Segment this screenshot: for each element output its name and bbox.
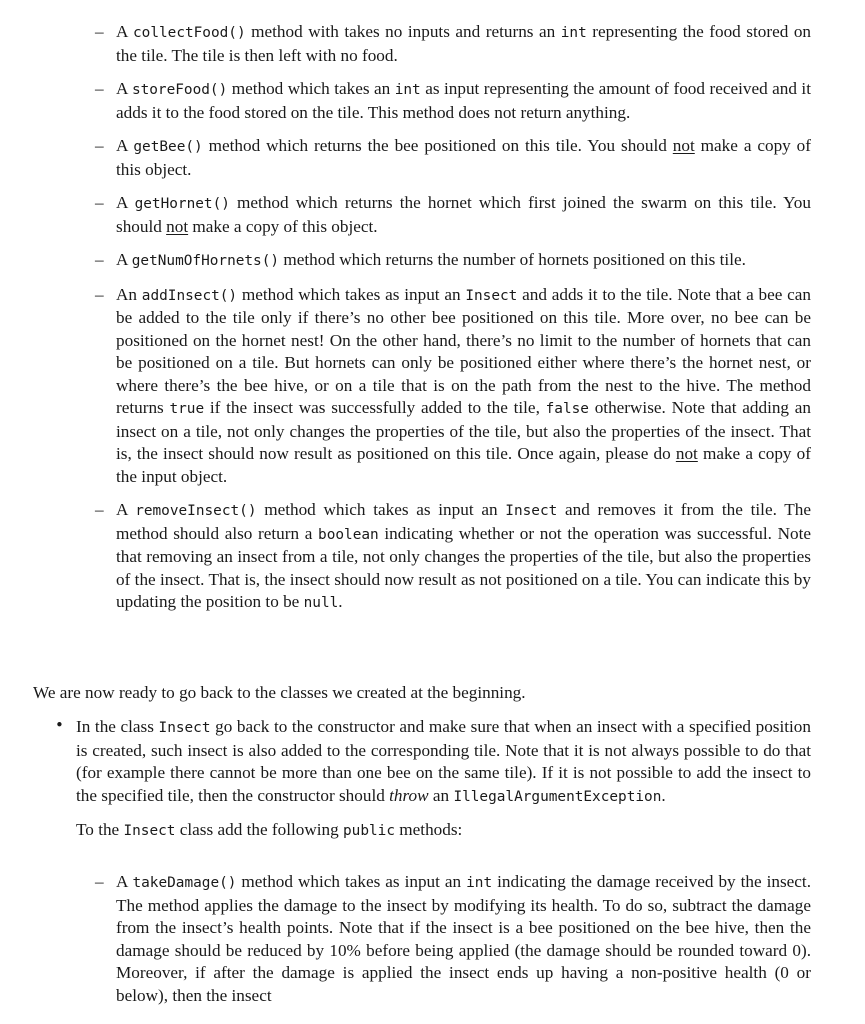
text-run: method which takes as input an bbox=[256, 500, 506, 519]
code-span: boolean bbox=[318, 526, 379, 543]
code-span: IllegalArgumentException bbox=[453, 788, 662, 805]
text-run: A bbox=[116, 79, 132, 98]
text-run: representing the food stored on the tile. The tile is then left with no food. bbox=[116, 22, 812, 65]
italic-word: throw bbox=[389, 785, 429, 805]
code-span: int bbox=[560, 25, 587, 41]
text-run: method which returns the number of hornets positioned on this tile. bbox=[279, 250, 746, 269]
text-run: an bbox=[428, 785, 454, 805]
method-description bbox=[116, 135, 811, 181]
code-span: takeDamage() bbox=[132, 875, 237, 891]
text-run: . bbox=[661, 785, 666, 805]
text-run: if the insect was successfully added to the tile, bbox=[204, 398, 546, 417]
tile-methods-list bbox=[95, 21, 811, 615]
constructor-paragraph bbox=[76, 716, 811, 808]
method-description bbox=[116, 249, 811, 273]
method-list-item bbox=[95, 499, 811, 615]
code-span: Insect bbox=[465, 287, 518, 304]
code-span: public bbox=[343, 823, 395, 839]
text-run: A bbox=[116, 22, 133, 41]
dash-marker: – bbox=[95, 193, 104, 212]
code-span: addInsect() bbox=[141, 287, 238, 304]
method-list-item bbox=[95, 192, 811, 238]
code-span: Insect bbox=[505, 503, 558, 519]
text-run: A bbox=[116, 250, 132, 269]
code-span: collectFood() bbox=[133, 25, 246, 41]
insect-constructor-bullet bbox=[55, 716, 811, 843]
code-span: false bbox=[545, 401, 589, 417]
text-run: and adds it to the tile. Note that a bee can be added to the tile only if there’s no other bee positioned on this tile. More over, no bee can be positioned on the hornet nest! On the other hand, there’s no limit to the number of hornets that can be positioned on a tile. But hornets can only be positioned either where there’s the hornet nest, or where there’s the bee hive, or on a tile that is on the path from the nest to the hive. The method returns bbox=[116, 284, 811, 417]
code-span: getBee() bbox=[133, 139, 203, 155]
text-run: go back to the constructor and make sure that when an insect with a specified position is created, such insect is also added to the corresponding tile. Note that it is not always possible to do that (for example there cannot be more than one bee on the same tile). If it is not possible to add the insect to the specified tile, then the constructor should bbox=[76, 717, 811, 805]
text-run: A bbox=[116, 500, 136, 519]
text-run: A bbox=[116, 136, 134, 155]
insect-methods-intro bbox=[76, 819, 811, 843]
text-run: otherwise. Note that adding an insect on a tile, not only changes the properties of the tile, but also the properties of the insect. That is, the insect should now result as positioned on this tile. Once again, please do bbox=[116, 398, 811, 463]
text-run: make a copy of the input object. bbox=[116, 444, 811, 486]
text-run: indicating whether or not the operation was successful. Note that removing an insect from a tile, not only changes the properties of the tile, but also the properties of the insect. That is, the insect should now result as not positioned on a tile. You can indicate this by updating the position to be bbox=[116, 523, 811, 611]
text-run: and removes it from the tile. The method should also return a bbox=[116, 500, 811, 543]
text-run: An bbox=[116, 284, 142, 304]
text-run: method which returns the bee positioned on this tile. You should bbox=[202, 136, 673, 155]
text-run: method which returns the hornet which first joined the swarm on this tile. You should bbox=[116, 193, 811, 236]
method-list-item bbox=[95, 135, 811, 181]
code-span: Insect bbox=[158, 720, 211, 736]
text-run: as input representing the amount of food received and it adds it to the food stored on the tile. This method does not return anything. bbox=[116, 79, 811, 122]
method-list-item bbox=[95, 78, 811, 124]
underlined-word: not bbox=[166, 216, 189, 236]
text-run: method with takes no inputs and returns an bbox=[245, 22, 561, 41]
lead-paragraph: We are now ready to go back to the classes we created at the beginning. bbox=[33, 683, 526, 702]
underlined-word: not bbox=[672, 136, 695, 155]
code-span: int bbox=[466, 875, 493, 891]
method-description bbox=[116, 21, 811, 67]
code-span: getNumOfHornets() bbox=[131, 253, 280, 269]
code-span: true bbox=[169, 401, 205, 417]
code-span: Insect bbox=[123, 823, 176, 839]
dash-marker: – bbox=[95, 136, 104, 155]
text-run: . bbox=[338, 592, 343, 611]
bullet-marker: • bbox=[55, 716, 64, 734]
text-run: A bbox=[116, 193, 135, 212]
method-description bbox=[116, 871, 811, 1007]
insect-methods-list bbox=[95, 871, 811, 1007]
method-description bbox=[116, 78, 811, 124]
text-run: methods: bbox=[395, 820, 463, 839]
dash-marker: – bbox=[95, 79, 104, 98]
method-list-item bbox=[95, 284, 811, 489]
method-description bbox=[116, 499, 811, 615]
code-span: storeFood() bbox=[131, 82, 228, 98]
text-run: class add the following bbox=[175, 820, 344, 839]
text-run: To the bbox=[76, 820, 124, 839]
text-run: In the class bbox=[76, 717, 159, 736]
method-description bbox=[116, 284, 811, 489]
code-span: getHornet() bbox=[134, 196, 230, 212]
method-list-item bbox=[95, 249, 811, 273]
method-description bbox=[116, 192, 811, 238]
dash-marker: – bbox=[95, 22, 104, 41]
dash-marker: – bbox=[95, 872, 104, 891]
code-span: null bbox=[303, 595, 339, 611]
dash-marker: – bbox=[95, 500, 104, 519]
underlined-word: not bbox=[675, 444, 698, 463]
text-run: method which takes an bbox=[227, 79, 395, 98]
text-run: method which takes as input an bbox=[236, 872, 467, 891]
text-run: make a copy of this object. bbox=[116, 136, 812, 179]
dash-marker: – bbox=[95, 250, 104, 269]
method-list-item bbox=[95, 21, 811, 67]
text-run: method which takes as input an bbox=[237, 284, 466, 304]
code-span: int bbox=[394, 82, 421, 98]
dash-marker: – bbox=[95, 284, 104, 304]
code-span: removeInsect() bbox=[135, 503, 257, 519]
text-run: A bbox=[116, 872, 133, 891]
method-list-item bbox=[95, 871, 811, 1007]
text-run: indicating the damage received by the insect. The method applies the damage to the insect by modifying its health. To do so, subtract the damage from the insect’s health points. Note that if the insect is a bee positioned on the bee hive, then the damage should be reduced by 10% before being applied (the damage should be rounded toward 0). Moreover, if after the damage is applied the insect ends up having a non-positive health (0 or below), then the insect bbox=[116, 872, 812, 1005]
text-run: make a copy of this object. bbox=[188, 216, 378, 236]
